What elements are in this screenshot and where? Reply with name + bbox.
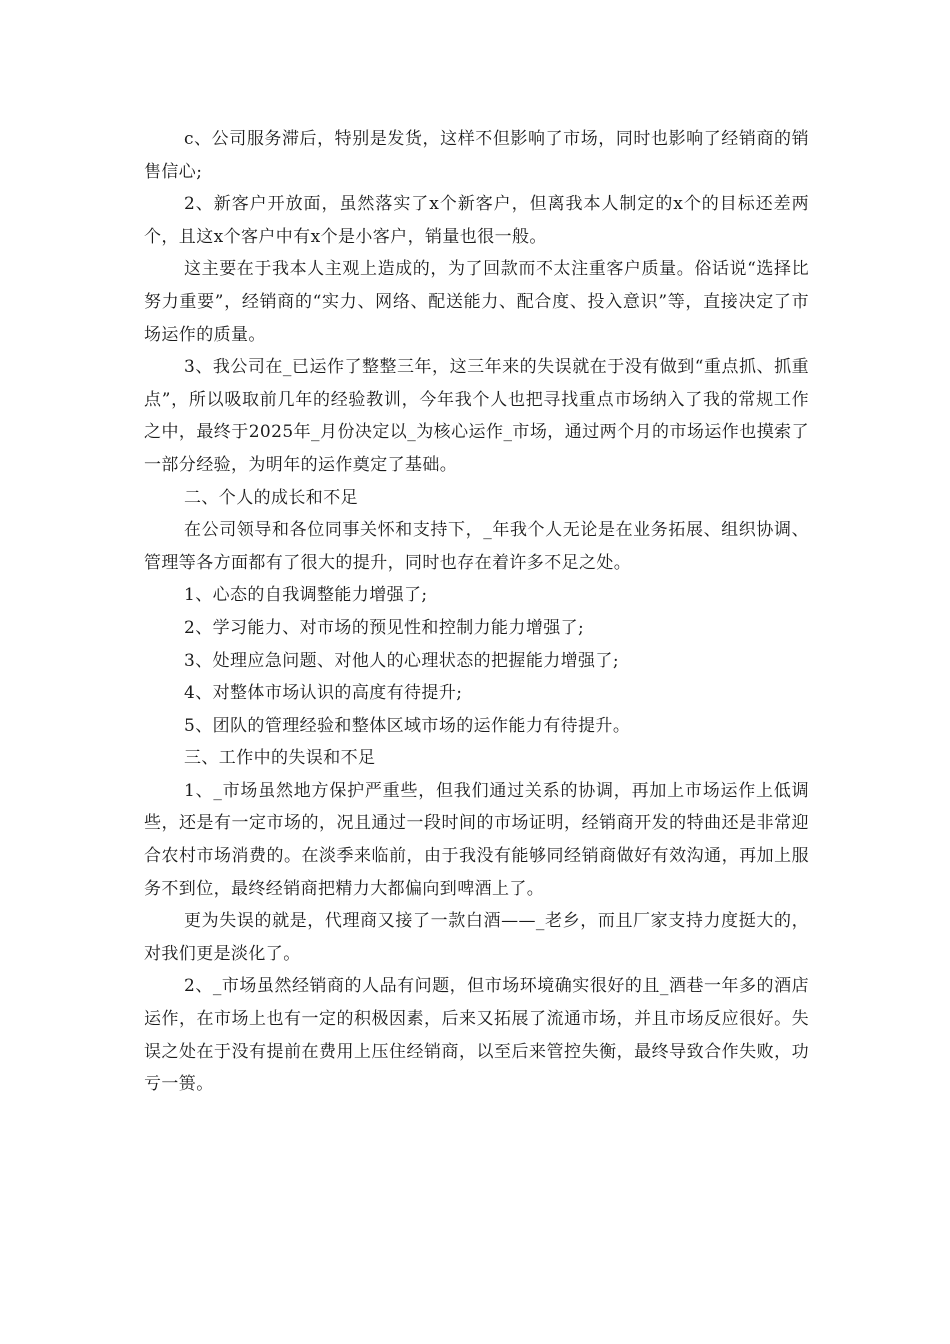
section-heading-personal-growth: 二、个人的成长和不足 bbox=[184, 487, 358, 508]
paragraph-new-customers: 2、新客户开放面，虽然落实了x个新客户，但离我本人制定的x个的目标还差两个，且这x个客户中有x个是小客户，销量也很一般。 bbox=[144, 194, 809, 247]
list-item-market-awareness: 4、对整体市场认识的高度有待提升; bbox=[184, 683, 463, 704]
list-item-emergency: 3、处理应急问题、对他人的心理状态的把握能力增强了; bbox=[184, 650, 619, 671]
paragraph-mistake-2: 2、_市场虽然经销商的人品有问题，但市场环境确实很好的且_酒巷一年多的酒店运作，在市场上也有一定的积极因素，后来又拓展了流通市场，并且市场反应很好。失误之处在于没有提前在费用上压住经销商，以至后来管控失衡，最终导致合作失败，功亏一篑。 bbox=[144, 976, 809, 1095]
paragraph-mistake-agent: 更为失误的就是，代理商又接了一款白酒——_老乡，而且厂家支持力度挺大的，对我们更是淡化了。 bbox=[144, 911, 809, 964]
paragraph-customer-quality: 这主要在于我本人主观上造成的，为了回款而不太注重客户质量。俗话说“选择比努力重要”，经销商的“实力、网络、配送能力、配合度、投入意识”等，直接决定了市场运作的质量。 bbox=[144, 259, 809, 345]
list-item-mindset: 1、心态的自我调整能力增强了; bbox=[184, 585, 428, 606]
section-heading-mistakes: 三、工作中的失误和不足 bbox=[184, 748, 376, 769]
list-item-team-management: 5、团队的管理经验和整体区域市场的运作能力有待提升。 bbox=[184, 715, 631, 736]
paragraph-mistake-1: 1、_市场虽然地方保护严重些，但我们通过关系的协调，再加上市场运作上低调些，还是有一定市场的，况且通过一段时间的市场证明，经销商开发的特曲还是非常迎合农村市场消费的。在淡季来临前，由于我没有能够同经销商做好有效沟通，再加上服务不到位，最终经销商把精力大都偏向到啤酒上了。 bbox=[144, 780, 809, 899]
paragraph-service-lag: c、公司服务滞后，特别是发货，这样不但影响了市场，同时也影响了经销商的销售信心; bbox=[144, 129, 809, 182]
paragraph-key-market: 3、我公司在_已运作了整整三年，这三年来的失误就在于没有做到“重点抓、抓重点”，所以吸取前几年的经验教训，今年我个人也把寻找重点市场纳入了我的常规工作之中，最终于2025年_月份决定以_为核心运作_市场，通过两个月的市场运作也摸索了一部分经验，为明年的运作奠定了基础。 bbox=[144, 357, 809, 475]
document-body bbox=[144, 123, 809, 1101]
paragraph-growth-intro: 在公司领导和各位同事关怀和支持下，_年我个人无论是在业务拓展、组织协调、管理等各方面都有了很大的提升，同时也存在着许多不足之处。 bbox=[144, 520, 809, 573]
list-item-learning: 2、学习能力、对市场的预见性和控制力能力增强了; bbox=[184, 617, 585, 638]
